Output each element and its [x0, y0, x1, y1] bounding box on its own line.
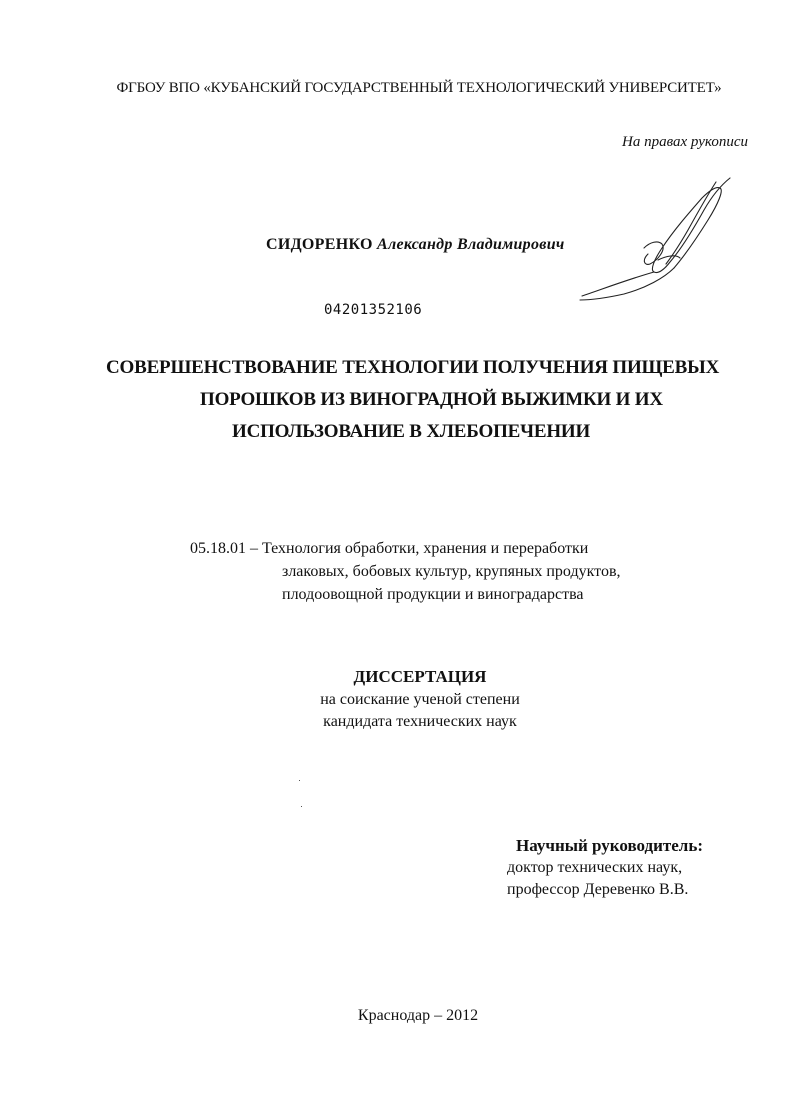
supervisor-label: Научный руководитель:: [516, 836, 703, 855]
dissertation-title-line-3: ИСПОЛЬЗОВАНИЕ В ХЛЕБОПЕЧЕНИИ: [232, 421, 591, 442]
author-surname: СИДОРЕНКО: [266, 236, 373, 253]
specialty-line-1: 05.18.01 – Технология обработки, хранения и переработки: [190, 540, 589, 557]
specialty-line-2: злаковых, бобовых культур, крупяных продуктов,: [282, 563, 621, 580]
author-given-names: Александр Владимирович: [377, 236, 565, 253]
dissertation-title-line-2: ПОРОШКОВ ИЗ ВИНОГРАДНОЙ ВЫЖИМКИ И ИХ: [200, 389, 663, 410]
dissertation-label: ДИССЕРТАЦИЯ: [353, 667, 487, 686]
degree-line-2: кандидата технических наук: [323, 713, 517, 730]
city-year: Краснодар – 2012: [357, 1007, 479, 1024]
specialty-line-3: плодоовощной продукции и виноградарства: [282, 586, 584, 603]
author-name: [266, 236, 565, 254]
registration-number: 04201352106: [324, 302, 423, 318]
dissertation-title-line-1: СОВЕРШЕНСТВОВАНИЕ ТЕХНОЛОГИИ ПОЛУЧЕНИЯ ПИЩЕВЫХ: [106, 357, 720, 378]
signature-icon: [570, 174, 740, 319]
supervisor-name: профессор Деревенко В.В.: [507, 881, 689, 898]
scan-speck: [299, 780, 300, 781]
supervisor-degree: доктор технических наук,: [507, 859, 683, 876]
degree-line-1: на соискание ученой степени: [320, 691, 520, 708]
manuscript-note: На правах рукописи: [622, 134, 748, 150]
signature-drawing: [570, 174, 740, 314]
university-name: ФГБОУ ВПО «КУБАНСКИЙ ГОСУДАРСТВЕННЫЙ ТЕХНОЛОГИЧЕСКИЙ УНИВЕРСИТЕТ»: [116, 80, 722, 96]
scan-speck: [301, 806, 302, 807]
